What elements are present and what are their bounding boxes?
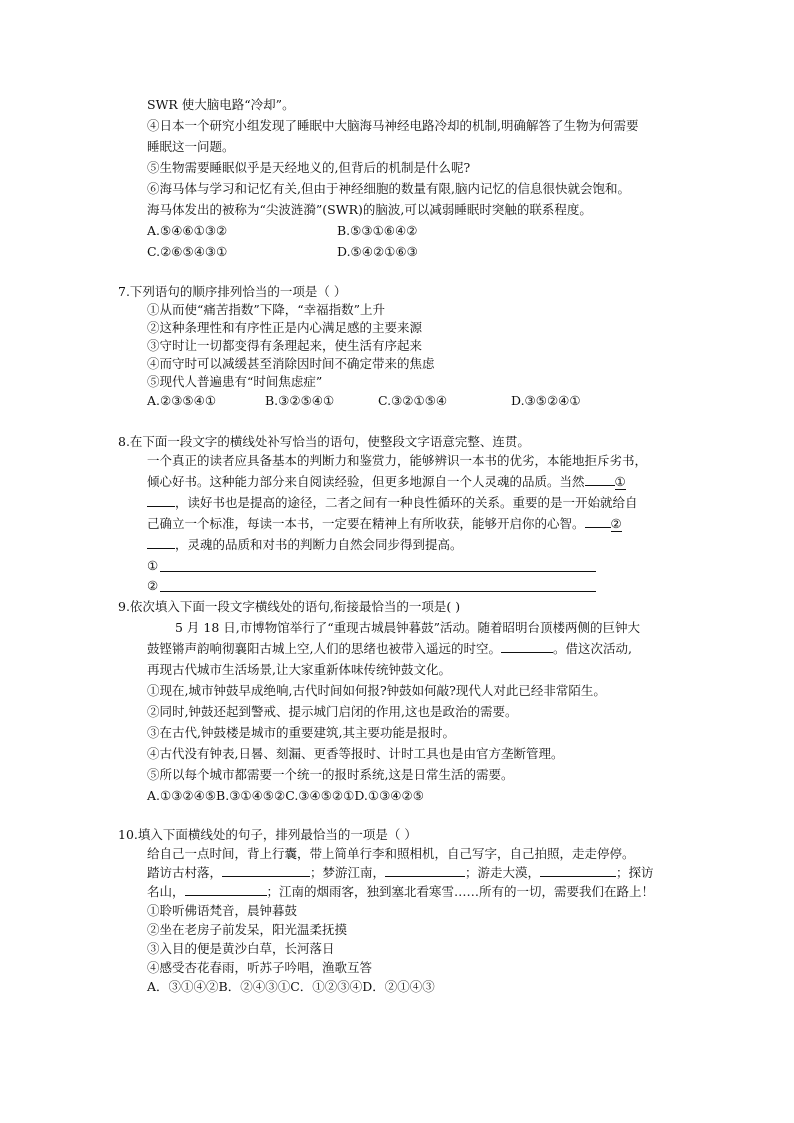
q10-text: 名山， [147, 884, 185, 899]
q10-paragraph-line [147, 864, 654, 882]
q7-option-d: D.③⑤②④① [511, 393, 581, 408]
q8-text: 倾心好书。这种能力部分来自阅读经验，但更多地源自一个人灵魂的品质。当然 [147, 474, 585, 489]
q8-paragraph-line [147, 515, 622, 533]
q6-text-line: ④日本一个研究小组发现了睡眠中大脑海马神经电路冷却的机制,明确解答了生物为何需要 [147, 118, 639, 133]
q6-text-line: ⑥海马体与学习和记忆有关,但由于神经细胞的数量有限,脑内记忆的信息很快就会饱和。 [147, 181, 630, 196]
q9-blank[interactable] [501, 640, 553, 653]
q10-options: A．③①④②B．②④③①C．①②③④D．②①④③ [147, 979, 435, 994]
q8-blank-1-cont[interactable] [147, 494, 175, 507]
q7-option-c: C.③②①⑤④ [378, 393, 448, 408]
q9-paragraph-line: 再现古代城市生活场景,让大家重新体味传统钟鼓文化。 [147, 662, 451, 677]
q6-text-line: 睡眠这一问题。 [147, 139, 235, 154]
q8-paragraph-line [147, 494, 638, 512]
q10-text: ；游走大漠， [465, 865, 541, 880]
q10-blank-1[interactable] [222, 864, 310, 877]
q10-blank-4[interactable] [185, 883, 267, 896]
q9-paragraph-line: 5 月 18 日,市博物馆举行了“重现古城晨钟暮鼓”活动。随着昭明台顶楼两侧的巨钟大 [175, 620, 641, 635]
q9-sentence: ⑤所以每个城市都需要一个统一的报时系统,这是日常生活的需要。 [147, 767, 514, 782]
q8-blank-mark: ① [614, 474, 626, 489]
q8-blank-2-cont[interactable] [147, 536, 175, 549]
q8-text: ，读好书也是提高的途径，二者之间有一种良性循环的关系。重要的是一开始就给自 [175, 495, 638, 510]
q10-sentence: ①聆听佛语梵音，晨钟暮鼓 [147, 903, 298, 918]
q10-text: ；江南的烟雨客，独到塞北看寒雪……所有的一切，需要我们在路上！ [266, 884, 655, 899]
q7-stem: 7.下列语句的顺序排列恰当的一项是（ ） [118, 284, 347, 299]
q8-paragraph-line [147, 473, 626, 491]
q8-blank-1[interactable] [585, 473, 615, 486]
q10-sentence: ②坐在老房子前发呆，阳光温柔抚摸 [147, 922, 348, 937]
q8-blank-mark: ② [610, 516, 622, 531]
q9-sentence: ②同时,钟鼓还起到警戒、提示城门启闭的作用,这也是政治的需要。 [147, 704, 518, 719]
q8-answer-label-1: ① [147, 558, 159, 573]
q10-text: ；梦游江南， [310, 865, 386, 880]
q8-answer-label-2: ② [147, 578, 159, 593]
q9-text: 。借这次活动, [552, 641, 632, 656]
q10-sentence: ③入目的便是黄沙白草，长河落日 [147, 941, 335, 956]
q9-sentence: ①现在,城市钟鼓早成绝响,古代时间如何报?钟鼓如何敲?现代人对此已经非常陌生。 [147, 683, 606, 698]
q7-sentence: ⑤现代人普遍患有“时间焦虑症” [147, 374, 323, 389]
q9-stem: 9.依次填入下面一段文字横线处的语句,衔接最恰当的一项是( ) [118, 599, 461, 614]
q8-stem: 8.在下面一段文字的横线处补写恰当的语句，使整段文字语意完整、连贯。 [118, 434, 530, 449]
q9-options: A.①③②④⑤B.③①④⑤②C.③④⑤②①D.①③④②⑤ [147, 788, 424, 803]
q9-text: 鼓铿锵声韵响彻襄阳古城上空,人们的思绪也被带入遥远的时空。 [147, 641, 501, 656]
q8-text: ，灵魂的品质和对书的判断力自然会同步得到提高。 [175, 537, 463, 552]
q9-sentence: ④古代没有钟表,日晷、刻漏、更香等报时、计时工具也是由官方垄断管理。 [147, 746, 564, 761]
q10-paragraph-line [147, 883, 654, 901]
q7-sentence: ③守时让一切都变得有条理起来，使生活有序起来 [147, 338, 423, 353]
q7-sentence: ④而守时可以减缓甚至消除因时间不确定带来的焦虑 [147, 356, 435, 371]
q8-answer-line-1[interactable] [160, 571, 596, 572]
q7-option-b: B.③②⑤④① [265, 393, 335, 408]
q8-paragraph-line: 一个真正的读者应具备基本的判断力和鉴赏力，能够辨识一本书的优劣，本能地拒斥劣书， [147, 453, 648, 468]
q6-text-line: ⑤生物需要睡眠似乎是天经地义的,但背后的机制是什么呢? [147, 160, 471, 175]
q8-answer-line-2[interactable] [160, 591, 596, 592]
q8-blank-2[interactable] [585, 515, 611, 528]
q7-sentence: ②这种条理性和有序性正是内心满足感的主要来源 [147, 320, 423, 335]
q10-paragraph-line: 给自己一点时间，背上行囊，带上简单行李和照相机，自己写字，自己拍照，走走停停。 [147, 846, 635, 861]
q7-option-a: A.②③⑤④① [147, 393, 217, 408]
q6-option-d: D.⑤④②①⑥③ [337, 244, 418, 259]
q10-text: 踏访古村落， [147, 865, 223, 880]
q10-sentence: ④感受杏花春雨，听苏子吟唱，渔歌互答 [147, 960, 373, 975]
q6-option-c: C.②⑥⑤④③① [147, 244, 228, 259]
q10-blank-3[interactable] [540, 864, 616, 877]
q9-sentence: ③在古代,钟鼓楼是城市的重要建筑,其主要功能是报时。 [147, 725, 455, 740]
q6-option-b: B.⑤③①⑥④② [337, 223, 418, 238]
q8-text: 己确立一个标准，每读一本书，一定要在精神上有所收获，能够开启你的心智。 [147, 516, 585, 531]
q6-option-a: A.⑤④⑥①③② [147, 223, 228, 238]
q10-blank-2[interactable] [385, 864, 465, 877]
q9-paragraph-line [147, 640, 632, 658]
q8-paragraph-line [147, 536, 463, 554]
q10-stem: 10.填入下面横线处的句子，排列最恰当的一项是（ ） [118, 827, 417, 842]
q6-text-line: SWR 使大脑电路“冷却”。 [147, 97, 295, 112]
q6-text-line: 海马体发出的被称为“尖波涟漪”(SWR)的脑波,可以减弱睡眠时突触的联系程度。 [147, 202, 592, 217]
q7-sentence: ①从而使“痛苦指数”下降，“幸福指数”上升 [147, 302, 386, 317]
q10-text: ；探访 [616, 865, 654, 880]
